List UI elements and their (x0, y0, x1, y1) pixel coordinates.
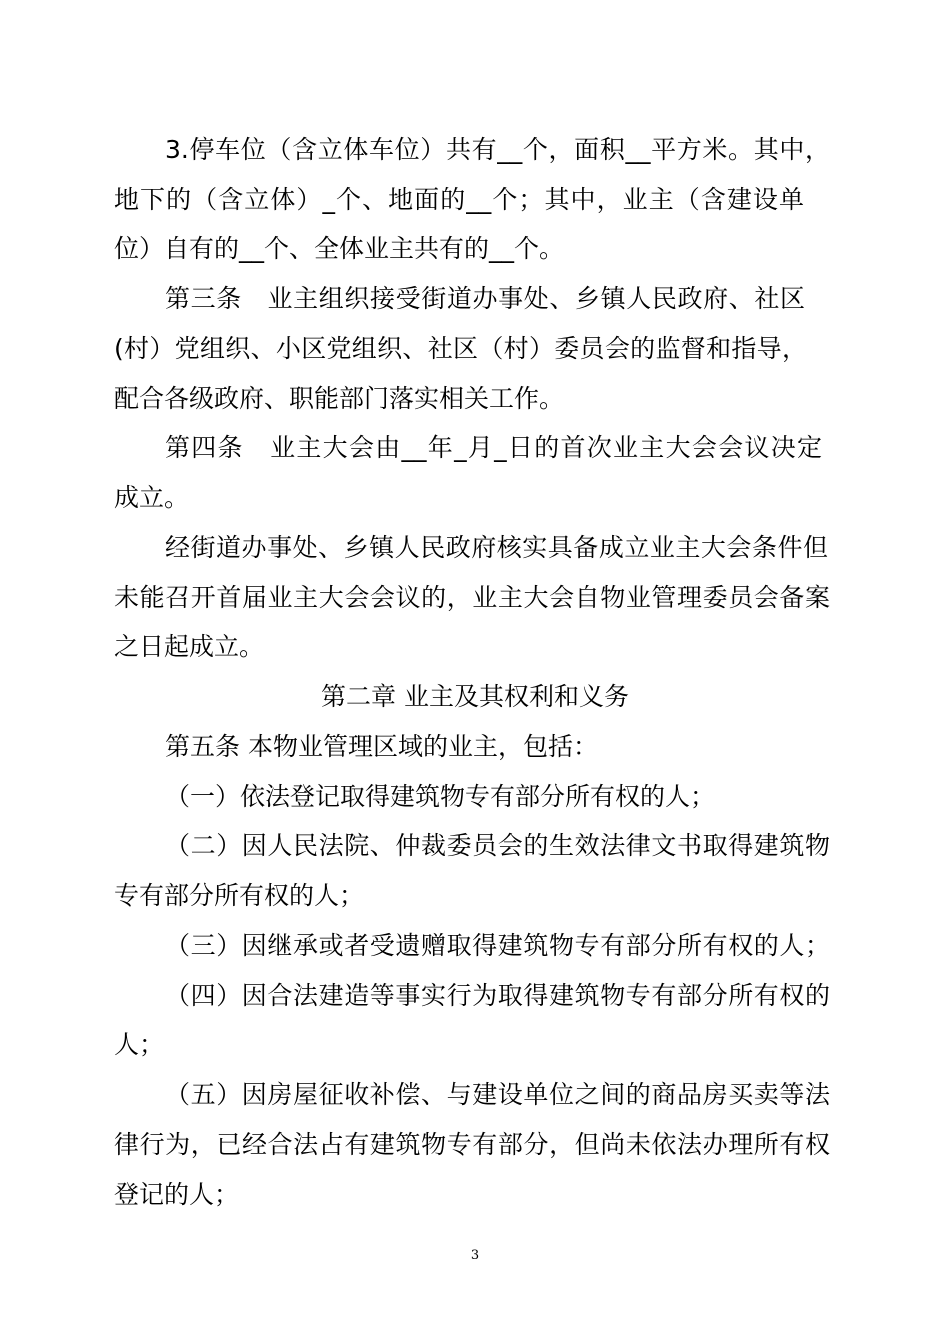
list-item: （二）因人民法院、仲裁委员会的生效法律文书取得建筑物 (165, 831, 830, 860)
article-4-line: 经街道办事处、乡镇人民政府核实具备成立业主大会条件但 (165, 533, 828, 562)
article-5-line: 第五条 本物业管理区域的业主，包括： (165, 732, 598, 761)
list-item: 登记的人； (114, 1180, 240, 1209)
list-item: 人； (114, 1030, 165, 1059)
article-4-line: 之日起成立。 (114, 632, 265, 661)
list-item: （一）依法登记取得建筑物专有部分所有权的人； (165, 782, 716, 811)
list-item: 律行为，已经合法占有建筑物专有部分，但尚未依法办理所有权 (114, 1130, 830, 1159)
list-item: 专有部分所有权的人； (114, 881, 365, 910)
paragraph-line: 3.停车位（含立体车位）共有__个，面积__平方米。其中， (165, 135, 830, 164)
list-item: （三）因继承或者受遗赠取得建筑物专有部分所有权的人； (165, 931, 830, 960)
article-4-line: 第四条 业主大会由__年_月_日的首次业主大会会议决定 (165, 433, 822, 462)
article-3-line: 配合各级政府、职能部门落实相关工作。 (114, 384, 565, 413)
article-4-line: 未能召开首届业主大会会议的，业主大会自物业管理委员会备案 (114, 583, 830, 612)
list-item: （五）因房屋征收补偿、与建设单位之间的商品房买卖等法 (165, 1080, 830, 1109)
chapter-heading: 第二章 业主及其权利和义务 (321, 682, 629, 711)
article-3-line: (村）党组织、小区党组织、社区（村）委员会的监督和指导， (114, 334, 807, 363)
article-4-line: 成立。 (114, 483, 190, 512)
paragraph-line: 位）自有的__个、全体业主共有的__个。 (114, 234, 565, 263)
paragraph-line: 地下的（含立体）_个、地面的__个；其中，业主（含建设单 (114, 185, 804, 214)
article-3-line: 第三条 业主组织接受街道办事处、乡镇人民政府、社区 (165, 284, 805, 313)
page-number: 3 (470, 1248, 480, 1263)
list-item: （四）因合法建造等事实行为取得建筑物专有部分所有权的 (165, 981, 830, 1010)
